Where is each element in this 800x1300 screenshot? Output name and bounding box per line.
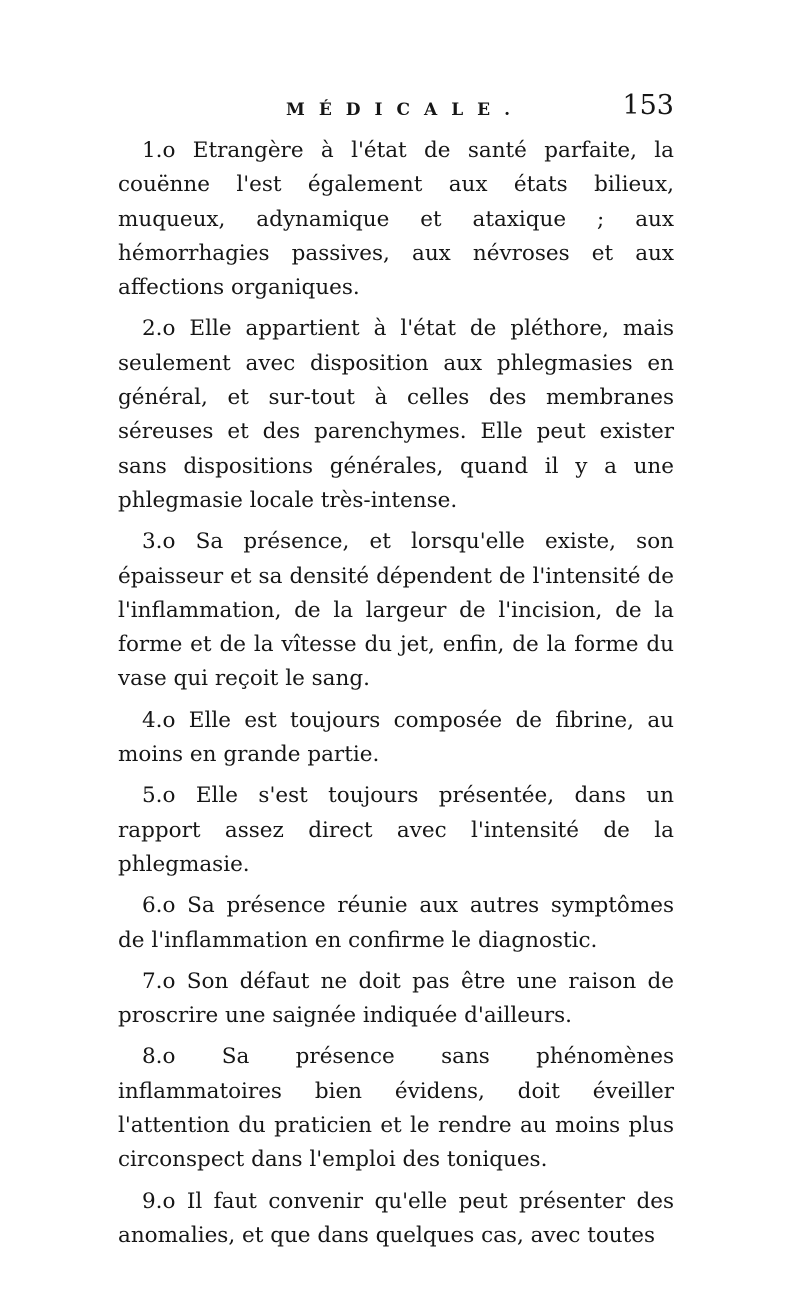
body-text <box>118 134 674 1253</box>
numbered-paragraph-3: 3.o Sa présence, et lorsqu'elle existe, son épaisseur et sa densité dépendent de l'intensité de l'inflammation, de la largeur de l'incision, de la forme et de la vîtesse du jet, enfin, de la forme du vase qui reçoit le sang. <box>118 529 674 692</box>
numbered-paragraph-5: 5.o Elle s'est toujours présentée, dans un rapport assez direct avec l'intensité de la phlegmasie. <box>118 783 674 877</box>
numbered-paragraph-1: 1.o Etrangère à l'état de santé parfaite, la couënne l'est également aux états bilieux, muqueux, adynamique et ataxique ; aux hémorrhagies passives, aux névroses et aux affections organiques. <box>118 138 674 301</box>
numbered-paragraph-4: 4.o Elle est toujours composée de fibrine, au moins en grande partie. <box>118 707 674 768</box>
numbered-paragraph-6: 6.o Sa présence réunie aux autres symptômes de l'inflammation en confirme le diagnostic. <box>118 893 674 953</box>
numbered-paragraph-8: 8.o Sa présence sans phénomènes inflammatoires bien évidens, doit éveiller l'attention du praticien et le rendre au moins plus circonspect dans l'emploi des toniques. <box>118 1044 674 1173</box>
running-head: MÉDICALE. <box>286 100 525 120</box>
numbered-paragraph-2: 2.o Elle appartient à l'état de pléthore, mais seulement avec disposition aux phlegmasies en général, et sur-tout à celles des membranes séreuses et des parenchymes. Elle peut exister sans dispositions générales, quand il y a une phlegmasie locale très-intense. <box>118 316 674 513</box>
book-page <box>118 88 674 1260</box>
page-header <box>118 88 674 132</box>
numbered-paragraph-9: 9.o Il faut convenir qu'elle peut présenter des anomalies, et que dans quelques cas, avec toutes <box>118 1188 674 1248</box>
page-number: 153 <box>622 90 674 121</box>
numbered-paragraph-7: 7.o Son défaut ne doit pas être une raison de proscrire une saignée indiquée d'ailleurs. <box>118 968 674 1029</box>
